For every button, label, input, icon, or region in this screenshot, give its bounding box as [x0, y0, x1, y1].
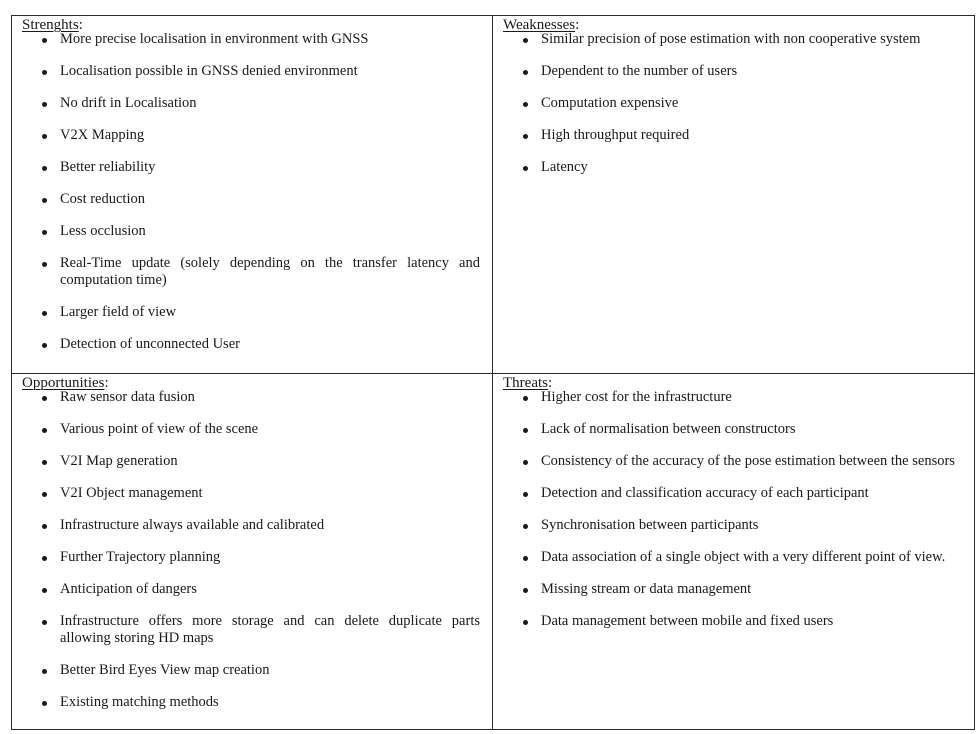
threats-list	[503, 389, 964, 630]
bullet-icon	[523, 70, 528, 75]
bullet-icon	[42, 38, 47, 43]
list-item	[503, 581, 964, 598]
bullet-icon	[523, 38, 528, 43]
list-item	[503, 159, 964, 176]
bullet-icon	[42, 262, 47, 267]
list-item	[503, 95, 964, 112]
list-item	[503, 421, 964, 438]
list-item	[503, 453, 964, 470]
bullet-icon	[42, 134, 47, 139]
list-item-text: Dependent to the number of users	[541, 63, 738, 79]
list-item-text: Detection of unconnected User	[60, 336, 240, 352]
bullet-icon	[523, 428, 528, 433]
list-item-text: Anticipation of dangers	[60, 581, 197, 597]
opportunities-list	[22, 389, 482, 711]
strengths-heading: Strenghts:	[22, 17, 83, 33]
bullet-icon	[42, 428, 47, 433]
swot-table	[11, 15, 975, 730]
list-item	[22, 127, 482, 144]
list-item	[22, 421, 482, 438]
threats-cell	[493, 374, 975, 730]
list-item	[503, 127, 964, 144]
bullet-icon	[42, 492, 47, 497]
strengths-title: Strenghts	[22, 17, 79, 33]
list-item-text: Raw sensor data fusion	[60, 389, 195, 405]
list-item	[22, 31, 482, 48]
list-item	[22, 662, 482, 679]
list-item-text: Various point of view of the scene	[60, 421, 259, 437]
bullet-icon	[42, 198, 47, 203]
list-item-text: Existing matching methods	[60, 694, 219, 710]
list-item-text: Synchronisation between participants	[541, 517, 759, 533]
bullet-icon	[42, 102, 47, 107]
list-item-text: Real-Time update (solely depending on the transfer latency and computation time)	[60, 255, 480, 288]
list-item	[22, 63, 482, 80]
list-item-text: Consistency of the accuracy of the pose estimation between the sensors	[541, 453, 955, 469]
bullet-icon	[523, 460, 528, 465]
list-item	[22, 613, 482, 647]
opportunities-heading: Opportunities:	[22, 375, 109, 391]
list-item-text: Better Bird Eyes View map creation	[60, 662, 270, 678]
list-item-text: Computation expensive	[541, 95, 679, 111]
list-item-text: Cost reduction	[60, 191, 145, 207]
weaknesses-heading: Weaknesses:	[503, 17, 580, 33]
strengths-list	[22, 31, 482, 353]
list-item-text: Missing stream or data management	[541, 581, 752, 597]
bullet-icon	[42, 669, 47, 674]
list-item-text: Similar precision of pose estimation with non cooperative system	[541, 31, 921, 47]
list-item-text: Infrastructure always available and calibrated	[60, 517, 325, 533]
list-item-text: More precise localisation in environment with GNSS	[60, 31, 369, 47]
list-item-text: Better reliability	[60, 159, 156, 175]
bullet-icon	[42, 70, 47, 75]
bullet-icon	[42, 460, 47, 465]
bullet-icon	[523, 102, 528, 107]
list-item	[22, 389, 482, 406]
list-item-text: V2X Mapping	[60, 127, 145, 143]
bullet-icon	[42, 556, 47, 561]
list-item	[22, 159, 482, 176]
weaknesses-title: Weaknesses	[503, 17, 576, 33]
list-item	[22, 694, 482, 711]
list-item-text: Further Trajectory planning	[60, 549, 221, 565]
list-item-text: Data management between mobile and fixed users	[541, 613, 834, 629]
list-item	[22, 517, 482, 534]
bullet-icon	[42, 166, 47, 171]
list-item	[503, 549, 964, 566]
list-item	[22, 255, 482, 289]
list-item	[22, 304, 482, 321]
bullet-icon	[42, 620, 47, 625]
list-item	[22, 223, 482, 240]
list-item-text: Infrastructure offers more storage and can delete duplicate parts allowing storing HD maps	[60, 613, 480, 646]
list-item	[22, 336, 482, 353]
bullet-icon	[523, 620, 528, 625]
list-item	[503, 389, 964, 406]
list-item	[503, 613, 964, 630]
bullet-icon	[42, 701, 47, 706]
list-item	[22, 191, 482, 208]
list-item	[22, 485, 482, 502]
bullet-icon	[523, 556, 528, 561]
opportunities-cell	[12, 374, 493, 730]
list-item	[22, 453, 482, 470]
list-item-text: Localisation possible in GNSS denied environment	[60, 63, 358, 79]
list-item-text: V2I Map generation	[60, 453, 178, 469]
list-item-text: Larger field of view	[60, 304, 177, 320]
bullet-icon	[42, 311, 47, 316]
list-item-text: V2I Object management	[60, 485, 203, 501]
bullet-icon	[42, 524, 47, 529]
list-item	[22, 95, 482, 112]
weaknesses-cell	[493, 16, 975, 374]
list-item	[503, 31, 964, 48]
bullet-icon	[42, 343, 47, 348]
list-item-text: Less occlusion	[60, 223, 146, 239]
bullet-icon	[523, 166, 528, 171]
threats-title: Threats	[503, 375, 548, 391]
bullet-icon	[42, 588, 47, 593]
strengths-cell	[12, 16, 493, 374]
list-item	[22, 549, 482, 566]
list-item-text: Detection and classification accuracy of each participant	[541, 485, 869, 501]
list-item	[503, 485, 964, 502]
weaknesses-list	[503, 31, 964, 176]
bullet-icon	[523, 524, 528, 529]
list-item	[503, 63, 964, 80]
list-item	[22, 581, 482, 598]
threats-heading: Threats:	[503, 375, 553, 391]
list-item-text: No drift in Localisation	[60, 95, 197, 111]
list-item-text: Lack of normalisation between constructors	[541, 421, 796, 437]
list-item-text: Latency	[541, 159, 588, 175]
opportunities-title: Opportunities	[22, 375, 105, 391]
list-item	[503, 517, 964, 534]
bullet-icon	[523, 134, 528, 139]
bullet-icon	[42, 396, 47, 401]
bullet-icon	[523, 492, 528, 497]
bullet-icon	[42, 230, 47, 235]
list-item-text: Data association of a single object with a very different point of view.	[541, 549, 946, 565]
bullet-icon	[523, 396, 528, 401]
list-item-text: High throughput required	[541, 127, 690, 143]
bullet-icon	[523, 588, 528, 593]
list-item-text: Higher cost for the infrastructure	[541, 389, 732, 405]
